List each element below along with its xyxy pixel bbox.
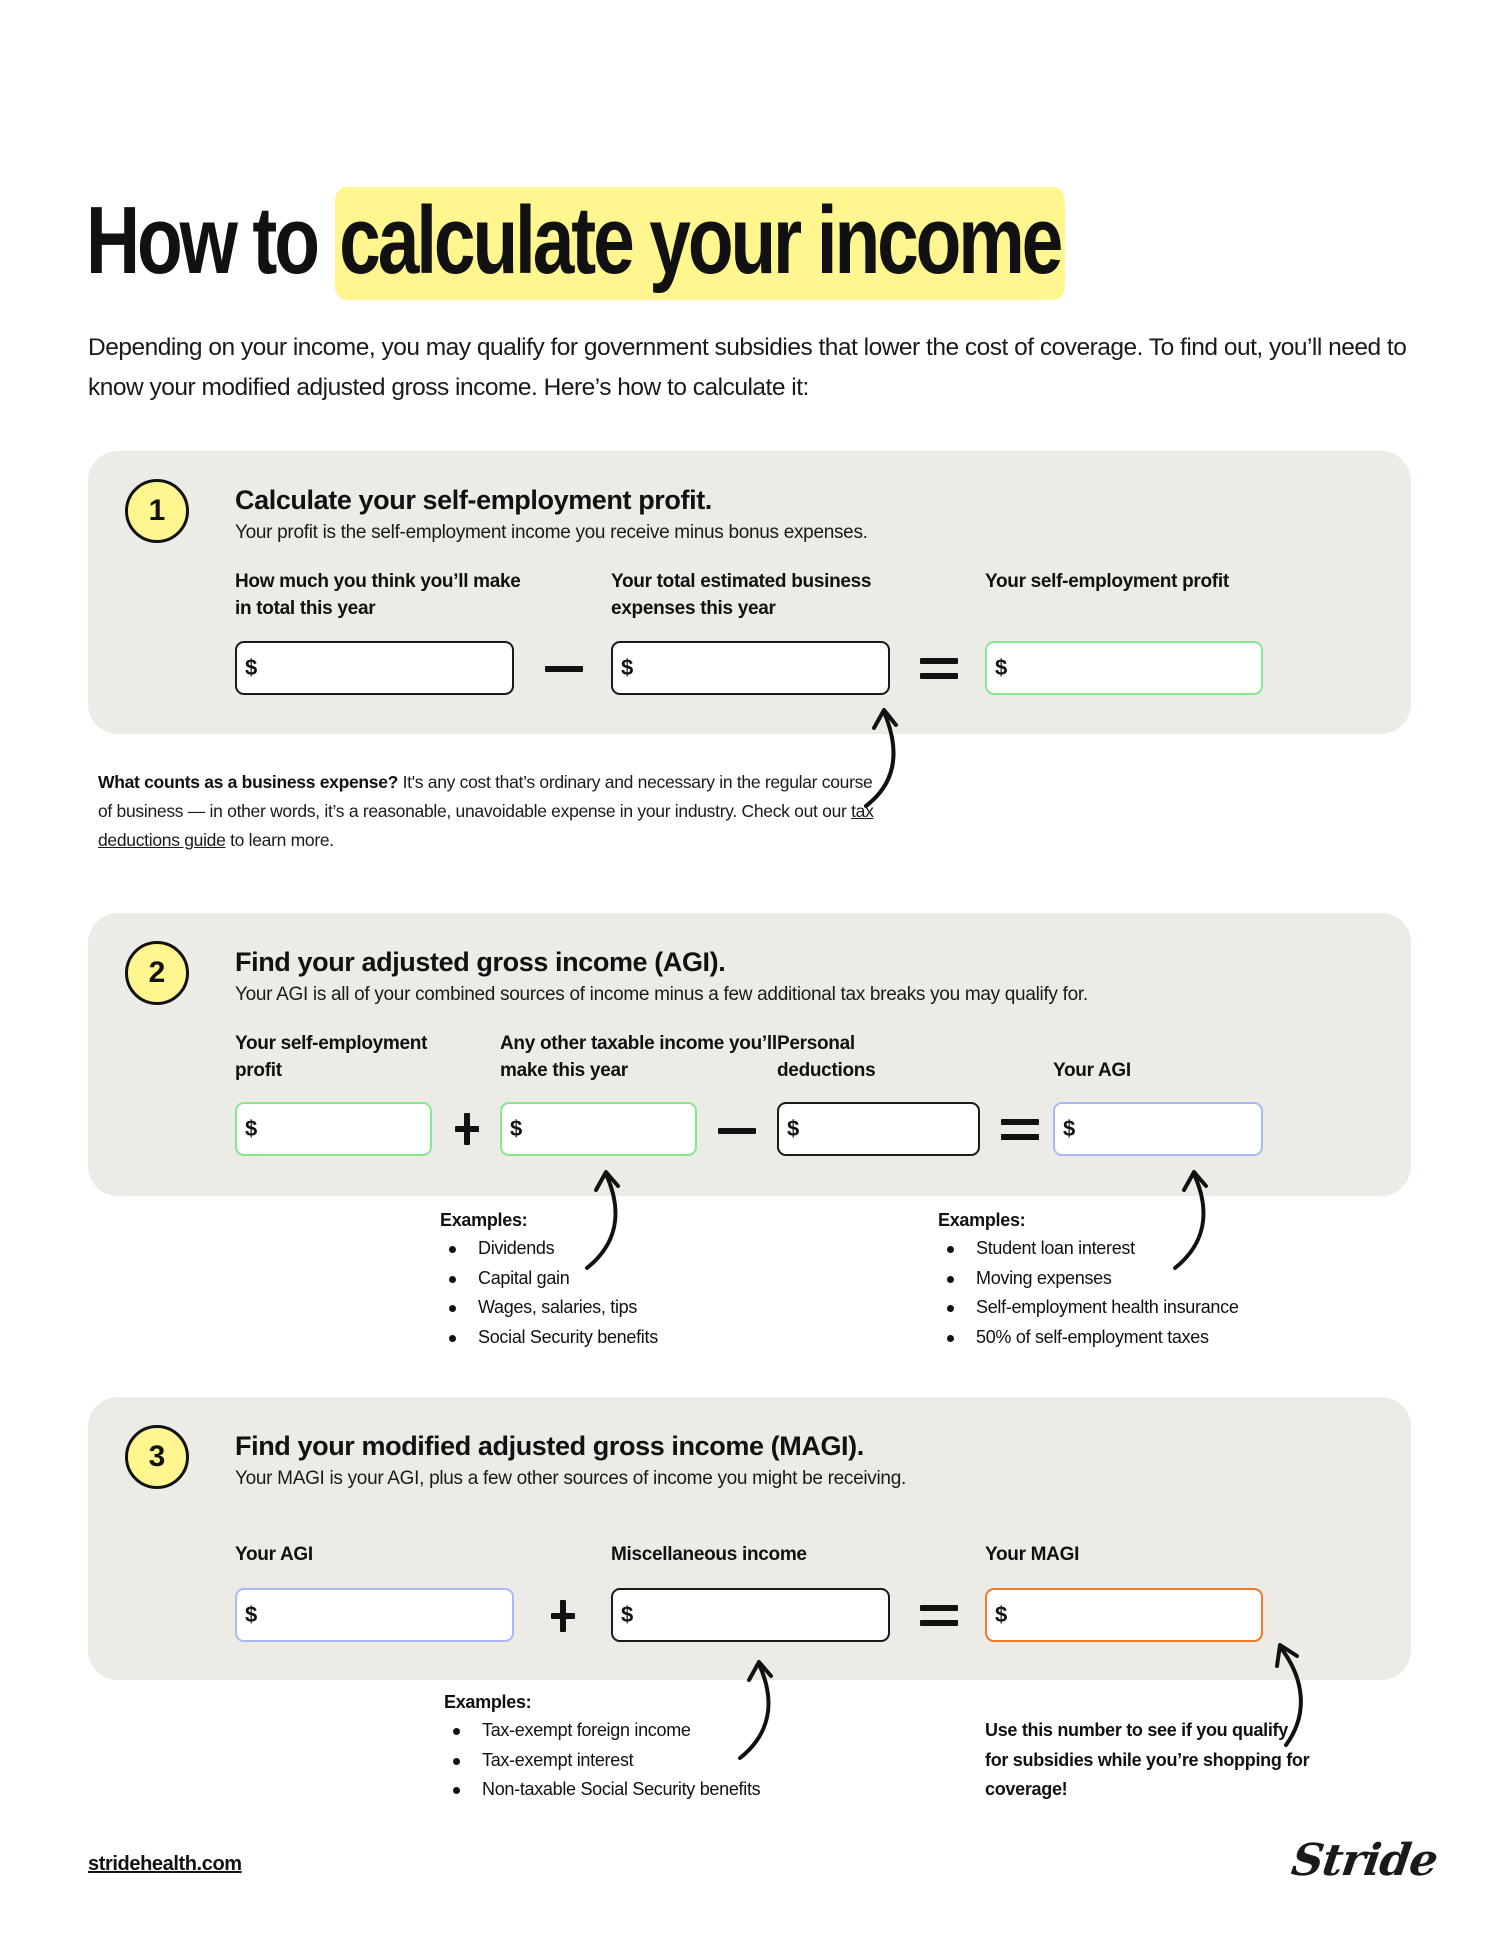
step-2-label-deductions: Personal deductions <box>777 1033 876 1081</box>
examples-title: Examples: <box>440 1210 528 1230</box>
step-2-label-profit: Your self-employment profit <box>235 1033 428 1081</box>
list-item: Wages, salaries, tips <box>440 1293 658 1323</box>
dollar-prefix: $ <box>995 1602 1008 1627</box>
step-2-label-other-income: Any other taxable income you’ll make this year <box>500 1033 777 1081</box>
step-number: 2 <box>148 956 166 989</box>
note-text: It's any cost that’s ordinary and necessary in the regular course of business — in other words, it’s a reasonable, unavoidable expense in your industry. Check out our <box>98 772 873 821</box>
stride-logo: Stride <box>1288 1835 1441 1886</box>
step-3-subtitle: Your MAGI is your AGI, plus a few other sources of income you might be receiving. <box>235 1468 906 1489</box>
list-item: 50% of self-employment taxes <box>938 1323 1239 1353</box>
step-3-label-magi: Your MAGI <box>985 1544 1080 1565</box>
examples-title: Examples: <box>444 1692 532 1712</box>
step-3-label-misc-income: Miscellaneous income <box>611 1544 807 1565</box>
misc-income-examples-list <box>444 1716 760 1805</box>
step-1-label-expenses: Your total estimated business expenses this year <box>611 571 872 619</box>
dollar-prefix: $ <box>1063 1116 1076 1141</box>
step-2-title: Find your adjusted gross income (AGI). <box>235 947 726 977</box>
step-3-title: Find your modified adjusted gross income (MAGI). <box>235 1431 864 1461</box>
dollar-prefix: $ <box>621 1602 634 1627</box>
misc-income-examples <box>444 1688 760 1805</box>
step-2-label-agi: Your AGI <box>1053 1060 1131 1081</box>
note-question: What counts as a business expense? <box>98 772 399 792</box>
dollar-prefix: $ <box>995 655 1008 680</box>
dollar-prefix: $ <box>787 1116 800 1141</box>
list-item: Capital gain <box>440 1264 658 1294</box>
list-item: Self-employment health insurance <box>938 1293 1239 1323</box>
note-text-end: to learn more. <box>225 830 334 850</box>
title-prefix: How to <box>86 187 335 294</box>
dollar-prefix: $ <box>245 655 258 680</box>
step-number: 1 <box>148 494 166 527</box>
step-number: 3 <box>148 1440 166 1473</box>
list-item: Student loan interest <box>938 1234 1239 1264</box>
dollar-prefix: $ <box>245 1116 258 1141</box>
list-item: Social Security benefits <box>440 1323 658 1353</box>
dollar-prefix: $ <box>621 655 634 680</box>
dollar-prefix: $ <box>245 1602 258 1627</box>
step-1-subtitle: Your profit is the self-employment income you receive minus bonus expenses. <box>235 522 868 543</box>
step-1-label-income: How much you think you’ll make in total this year <box>235 571 521 619</box>
step-3-label-agi: Your AGI <box>235 1544 313 1565</box>
list-item: Moving expenses <box>938 1264 1239 1294</box>
examples-title: Examples: <box>938 1210 1026 1230</box>
step-1-title: Calculate your self-employment profit. <box>235 485 712 515</box>
dollar-prefix: $ <box>510 1116 523 1141</box>
list-item: Tax-exempt foreign income <box>444 1716 760 1746</box>
title-highlight: calculate your income <box>335 187 1065 300</box>
magi-callout: Use this number to see if you qualify for subsidies while you’re shopping for coverage! <box>985 1720 1310 1799</box>
intro-paragraph: Depending on your income, you may qualify for government subsidies that lower the cost of coverage. To find out, you’ll need to know your modified adjusted gross income. Here’s how to calculate it: <box>88 334 1407 401</box>
step-1-label-profit: Your self-employment profit <box>985 571 1229 592</box>
step-2-subtitle: Your AGI is all of your combined sources of income minus a few additional tax breaks you may qualify for. <box>235 984 1088 1005</box>
stridehealth-link[interactable]: stridehealth.com <box>88 1853 242 1875</box>
list-item: Dividends <box>440 1234 658 1264</box>
tax-deductions-guide-link[interactable]: tax deductions guide <box>98 801 874 850</box>
list-item: Non-taxable Social Security benefits <box>444 1775 760 1805</box>
list-item: Tax-exempt interest <box>444 1746 760 1776</box>
